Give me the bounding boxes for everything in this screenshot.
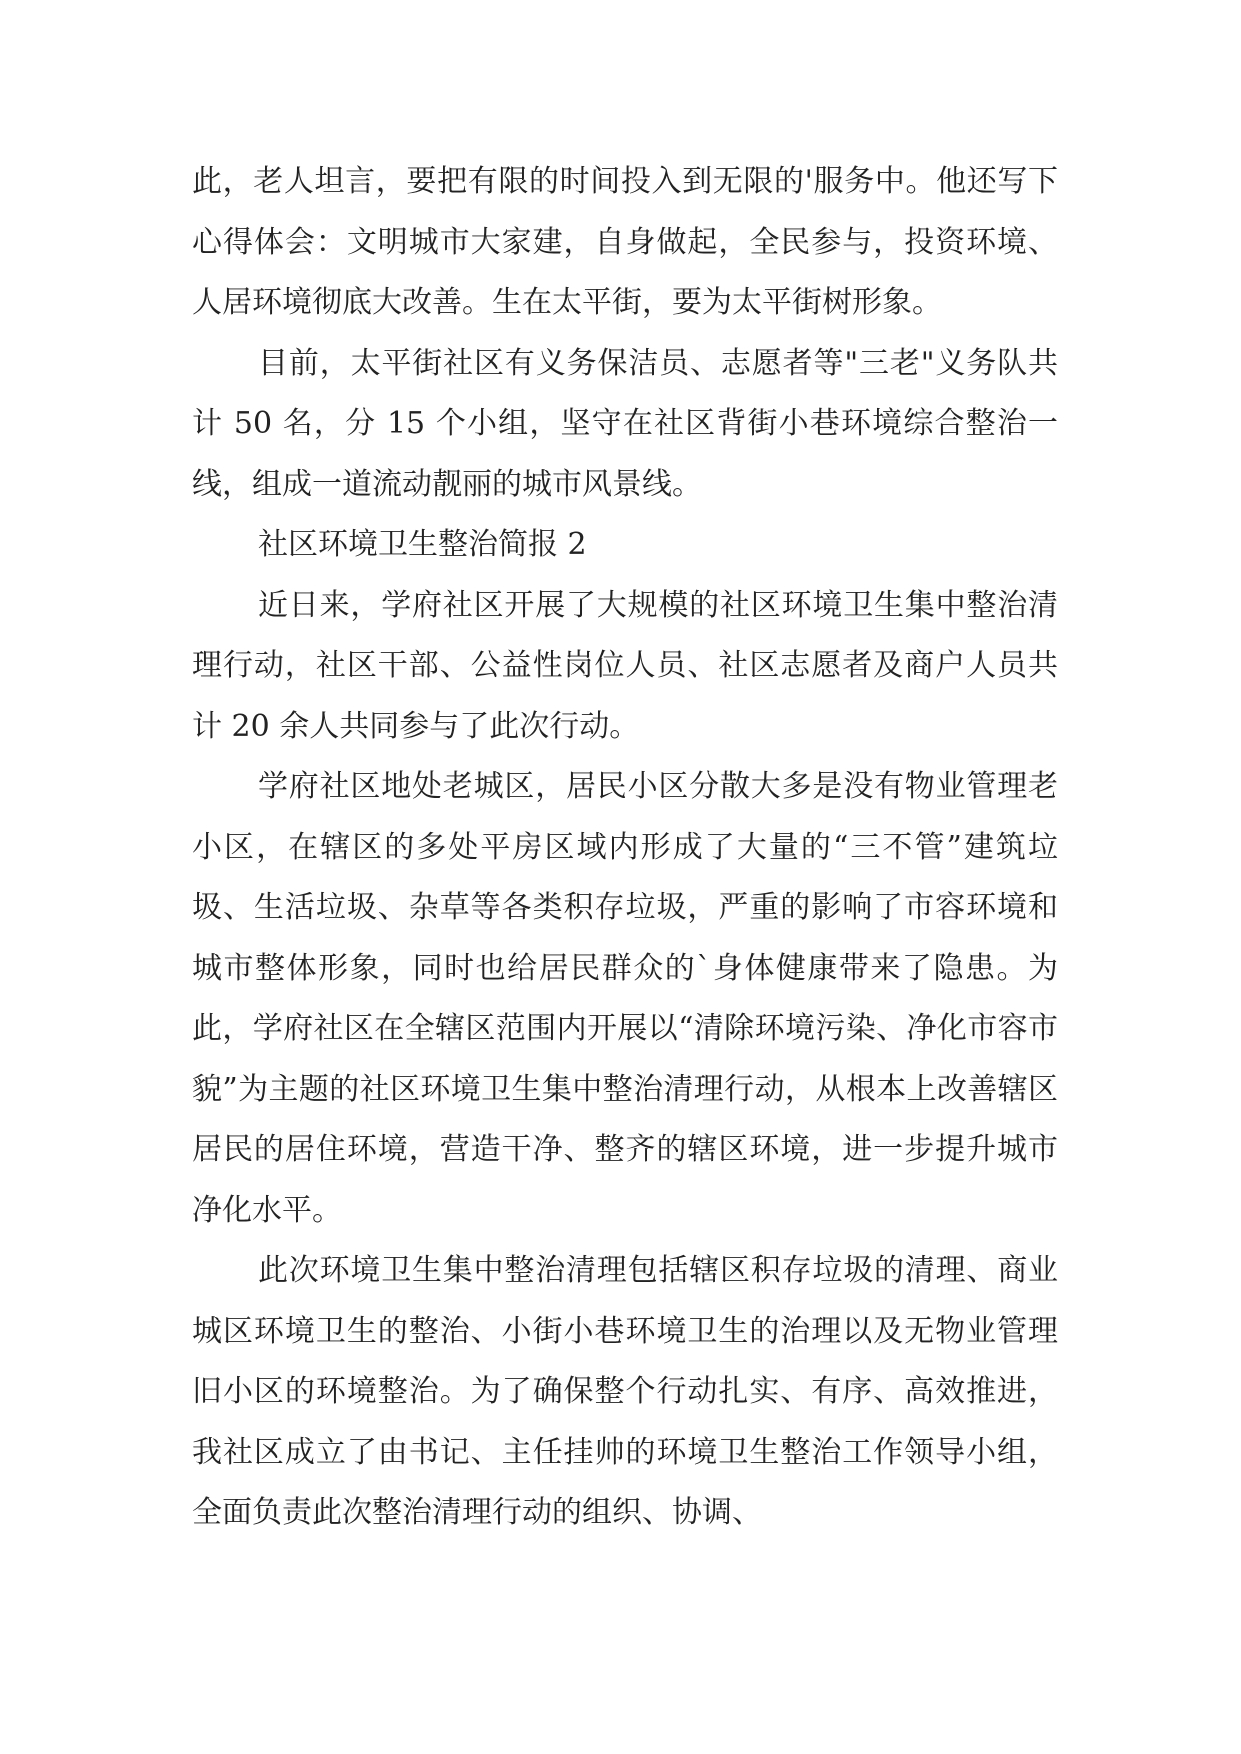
paragraph-2: 目前，太平街社区有义务保洁员、志愿者等"三老"义务队共计 50 名，分 15 个小组，坚守在社区背街小巷环境综合整治一线，组成一道流动靓丽的城市风景线。 [192, 345, 1058, 502]
document-body [192, 152, 1058, 1544]
section-heading: 社区环境卫生整治简报 2 [258, 527, 587, 562]
paragraph-5: 此次环境卫生集中整治清理包括辖区积存垃圾的清理、商业城区环境卫生的整治、小街小巷环境卫生的治理以及无物业管理旧小区的环境整治。为了确保整个行动扎实、有序、高效推进，我社区成立了由书记、主任挂帅的环境卫生整治工作领导小组，全面负责此次整治清理行动的组织、协调、 [192, 1253, 1058, 1530]
paragraph-3: 近日来，学府社区开展了大规模的社区环境卫生集中整治清理行动，社区干部、公益性岗位人员、社区志愿者及商户人员共计 20 余人共同参与了此次行动。 [192, 587, 1058, 744]
paragraph-1: 此，老人坦言，要把有限的时间投入到无限的'服务中。他还写下心得体会：文明城市大家建，自身做起，全民参与，投资环境、人居环境彻底大改善。生在太平街，要为太平街树形象。 [192, 164, 1058, 320]
paragraph-4: 学府社区地处老城区，居民小区分散大多是没有物业管理老小区，在辖区的多处平房区域内形成了大量的“三不管”建筑垃圾、生活垃圾、杂草等各类积存垃圾，严重的影响了市容环境和城市整体形象，同时也给居民群众的`身体健康带来了隐患。为此，学府社区在全辖区范围内开展以“清除环境污染、净化市容市貌”为主题的社区环境卫生集中整治清理行动，从根本上改善辖区居民的居住环境，营造干净、整齐的辖区环境，进一步提升城市净化水平。 [192, 769, 1058, 1228]
